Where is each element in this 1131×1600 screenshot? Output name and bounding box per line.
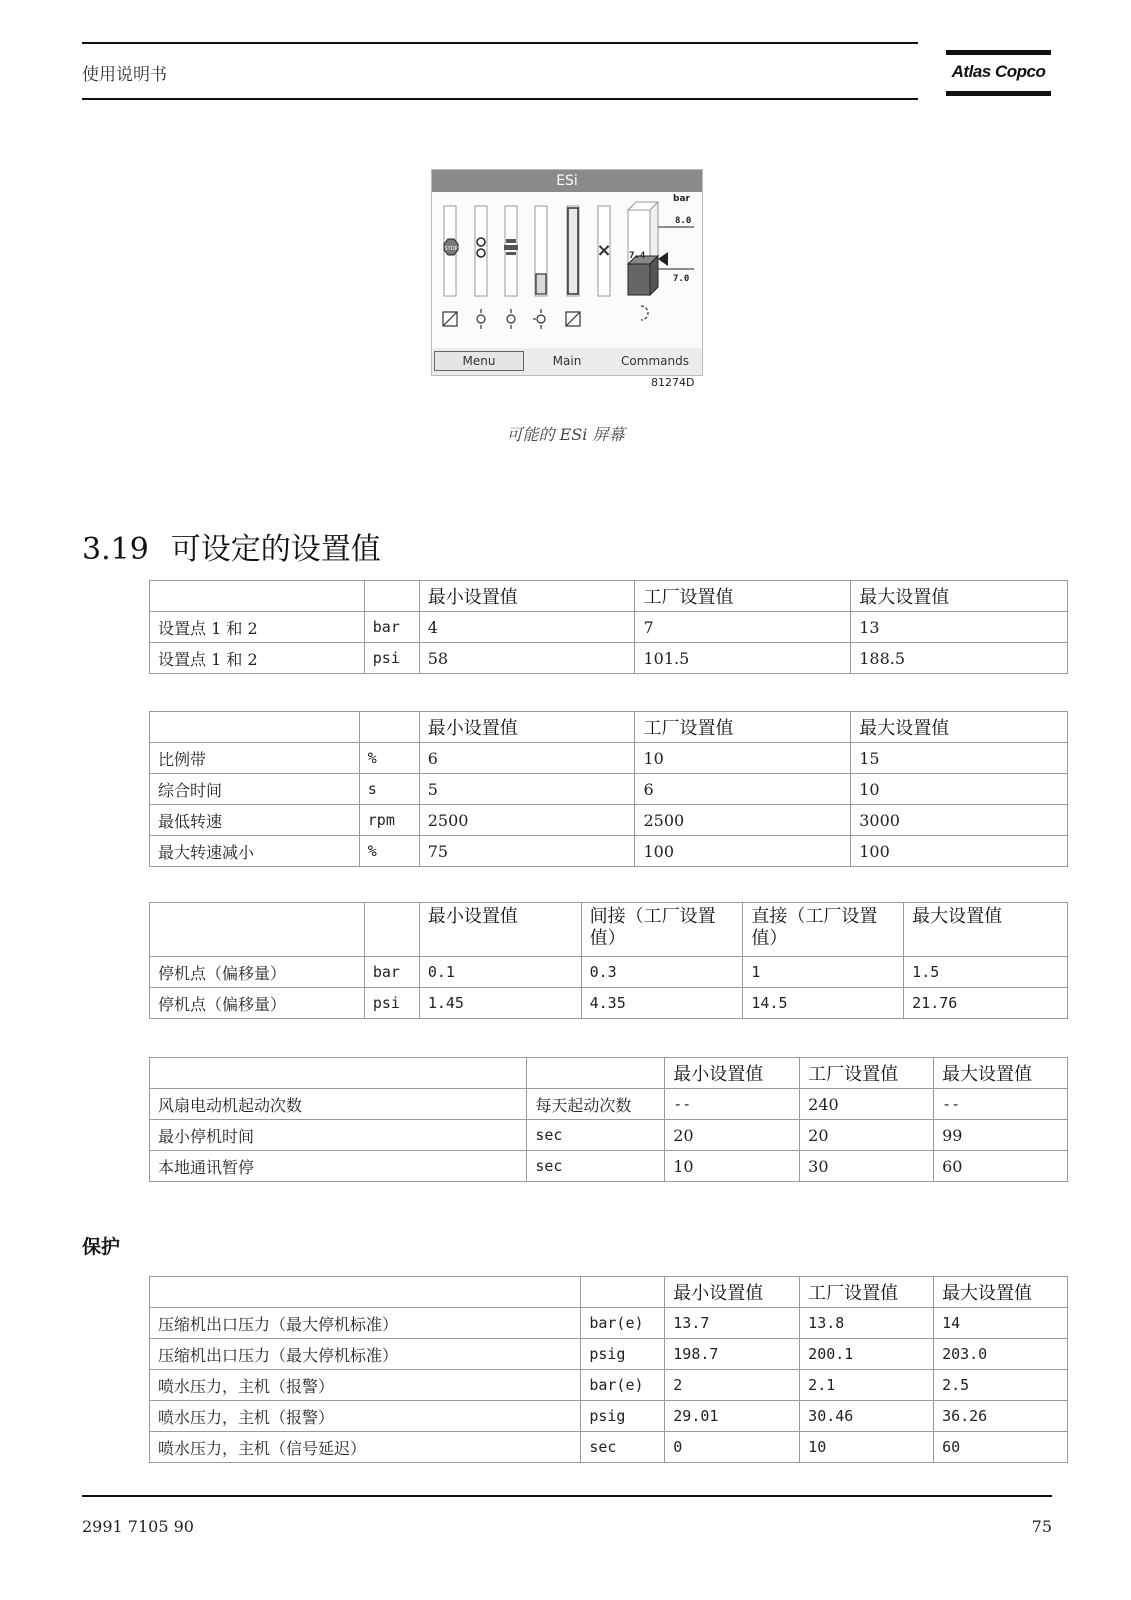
stop-icon (444, 239, 458, 255)
table-row: 设置点 1 和 2 psi 58 101.5 188.5 (150, 643, 1068, 674)
svg-text:STOP: STOP (444, 246, 458, 252)
header-bottom-rule (82, 98, 918, 100)
page-number: 75 (1031, 1517, 1052, 1536)
value-high: 8.0 (675, 216, 692, 226)
table-header-row: 最小设置值 工厂设置值 最大设置值 (150, 712, 1068, 743)
header-top-rule (82, 42, 918, 44)
section-heading (82, 524, 381, 568)
valve-icon-2 (507, 315, 515, 323)
softkey-commands[interactable]: Commands (621, 354, 689, 368)
section-number: 3.19 (82, 532, 149, 567)
footer-rule (82, 1495, 1052, 1497)
table-row: 风扇电动机起动次数 每天起动次数 -- 240 -- (150, 1089, 1068, 1120)
atlas-copco-logo (946, 50, 1051, 98)
stop-offset-table (149, 902, 1068, 1019)
table-header-row (150, 581, 1068, 612)
figure-caption: 可能的 ESi 屏幕 (506, 425, 625, 444)
table-row: 比例带 % 6 10 15 (150, 743, 1068, 774)
header-factory: 工厂设置值 (635, 581, 851, 612)
table-row: 压缩机出口压力（最大停机标准） bar(e) 13.7 13.8 14 (150, 1308, 1068, 1339)
softkey-main[interactable]: Main (552, 354, 582, 368)
pressure-gauge (628, 194, 694, 320)
table-row: 压缩机出口压力（最大停机标准） psig 198.7 200.1 203.0 (150, 1339, 1068, 1370)
section-title: 可设定的设置值 (170, 532, 381, 567)
table-row: 最低转速 rpm 2500 2500 3000 (150, 805, 1068, 836)
softkey-menu[interactable]: Menu (434, 351, 524, 371)
bar-level-4 (536, 274, 546, 294)
header-max: 最大设置值 (851, 581, 1068, 612)
table-row: 最小停机时间 sec 20 20 99 (150, 1120, 1068, 1151)
regulation-table (149, 711, 1068, 867)
document-number: 2991 7105 90 (82, 1517, 194, 1536)
unit-label: bar (673, 194, 690, 204)
table-row: 停机点（偏移量） bar 0.1 0.3 1 1.5 (150, 957, 1068, 988)
document-title: 使用说明书 (82, 65, 167, 85)
protection-heading: 保护 (82, 1236, 121, 1258)
bar-slot-3 (505, 206, 517, 296)
table-row: 喷水压力，主机（报警） bar(e) 2 2.1 2.5 (150, 1370, 1068, 1401)
close-icon: × (596, 240, 612, 261)
protection-table (149, 1276, 1068, 1463)
valve-icon-1 (477, 315, 485, 323)
screen-title: ESi (432, 170, 702, 192)
timer-table (149, 1057, 1068, 1182)
table-row: 喷水压力，主机（信号延迟） sec 0 10 60 (150, 1432, 1068, 1463)
table-row: 停机点（偏移量） psi 1.45 4.35 14.5 21.76 (150, 988, 1068, 1019)
value-current: 7.4 (629, 251, 646, 261)
esi-screen-figure (431, 169, 703, 376)
table-row: 综合时间 s 5 6 10 (150, 774, 1068, 805)
table-row: 本地通讯暂停 sec 10 30 60 (150, 1151, 1068, 1182)
table-row: 设置点 1 和 2 bar 4 7 13 (150, 612, 1068, 643)
logo-text: Atlas Copco (951, 62, 1046, 81)
valve-icon-3 (537, 315, 545, 323)
bar-level-5 (568, 208, 578, 294)
setpoint-table (149, 580, 1068, 674)
table-header-row: 最小设置值 间接（工厂设置值） 直接（工厂设置值） 最大设置值 (150, 903, 1068, 957)
header-min: 最小设置值 (419, 581, 635, 612)
table-row: 喷水压力，主机（报警） psig 29.01 30.46 36.26 (150, 1401, 1068, 1432)
table-header-row: 最小设置值 工厂设置值 最大设置值 (150, 1277, 1068, 1308)
value-setpoint: 7.0 (673, 274, 690, 284)
screen-gauges (432, 192, 702, 348)
table-row: 最大转速减小 % 75 100 100 (150, 836, 1068, 867)
heater-icon (504, 239, 518, 255)
loading-icon (641, 306, 648, 320)
table-header-row: 最小设置值 工厂设置值 最大设置值 (150, 1058, 1068, 1089)
figure-number: 81274D (651, 376, 695, 389)
